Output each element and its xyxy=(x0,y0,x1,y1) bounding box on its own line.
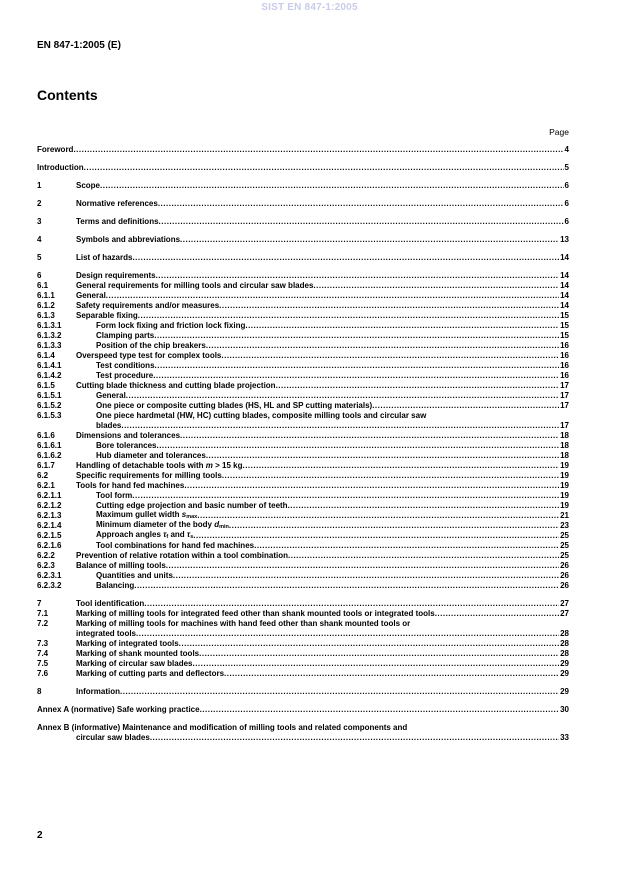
toc-entry-6-2-1-2[interactable] xyxy=(37,501,569,511)
toc-entry-title: Tool identification xyxy=(76,599,145,608)
toc-entry-page: 33 xyxy=(560,733,569,742)
toc-entry-number: 6.1.5 xyxy=(37,381,55,390)
toc-entry-number: 6.1.5.1 xyxy=(37,391,62,400)
toc-entry-title: Bore tolerances xyxy=(96,441,157,450)
toc-entry-page: 26 xyxy=(560,581,569,590)
toc-entry-title: General xyxy=(96,391,126,400)
toc-entry-6-1-5[interactable] xyxy=(37,381,569,391)
toc-entry-page: 14 xyxy=(560,291,569,300)
toc-entry-page: 30 xyxy=(560,705,569,714)
toc-entry-page: 15 xyxy=(560,321,569,330)
toc-entry-title: Marking of milling tools for integrated feed other than shank mounted tools or integrated tools xyxy=(76,609,435,618)
toc-entry-page: 5 xyxy=(564,163,569,172)
toc-entry-title: Tools for hand fed machines xyxy=(76,481,185,490)
toc-entry-title: Safety requirements and/or measures xyxy=(76,301,220,310)
toc-entry-title: Tool combinations for hand fed machines xyxy=(96,541,255,550)
toc-entry-number: 6.1.6 xyxy=(37,431,55,440)
toc-entry-page: 19 xyxy=(560,501,569,510)
toc-entry-page: 29 xyxy=(560,659,569,668)
toc-entry-6-1-4-2[interactable] xyxy=(37,371,569,381)
toc-entry-6-1-3-3[interactable] xyxy=(37,341,569,351)
toc-entry-foreword[interactable] xyxy=(37,145,569,155)
toc-entry-title: Terms and definitions xyxy=(76,217,159,226)
toc-entry-number: 6.1.1 xyxy=(37,291,55,300)
toc-entry-5[interactable] xyxy=(37,253,569,263)
toc-entry-page: 16 xyxy=(560,371,569,380)
toc-entry-title: Annex B (informative) Maintenance and modification of milling tools and related components and xyxy=(37,723,408,732)
toc-entry-6-2-3-1[interactable] xyxy=(37,571,569,581)
toc-entry-title: Balancing xyxy=(96,581,135,590)
toc-entry-title: General requirements for milling tools and circular saw blades xyxy=(76,281,314,290)
toc-entry-number: 6.2.3.2 xyxy=(37,581,62,590)
toc-entry-number: 7.6 xyxy=(37,669,49,678)
toc-entry-title: Design requirements xyxy=(76,271,156,280)
table-of-contents xyxy=(37,145,569,743)
toc-entry-number: 6.2.1.2 xyxy=(37,501,62,510)
toc-entry-6-2-1-5[interactable] xyxy=(37,531,569,541)
toc-entry-page: 4 xyxy=(564,145,569,154)
toc-entry-page: 16 xyxy=(560,341,569,350)
toc-entry-number: 8 xyxy=(37,687,42,696)
toc-entry-title: Symbols and abbreviations xyxy=(76,235,181,244)
toc-entry-title: Marking of milling tools for machines with hand feed other than shank mounted tools or xyxy=(76,619,411,628)
toc-entry-6-1-7[interactable] xyxy=(37,461,569,471)
toc-entry-number: 6.1.6.1 xyxy=(37,441,62,450)
toc-entry-title: Foreword xyxy=(37,145,74,154)
toc-entry-6-1-1[interactable] xyxy=(37,291,569,301)
toc-entry-title: Form lock fixing and friction lock fixing xyxy=(96,321,246,330)
toc-entry-title: General xyxy=(76,291,106,300)
toc-entry-number: 7.5 xyxy=(37,659,49,668)
toc-entry-page: 19 xyxy=(560,491,569,500)
toc-entry-page: 26 xyxy=(560,571,569,580)
toc-entry-title: Cutting edge projection and basic number of teeth xyxy=(96,501,288,510)
toc-entry-title: Handling of detachable tools with m > 15 kg xyxy=(76,461,243,470)
toc-entry-title: List of hazards xyxy=(76,253,133,262)
toc-entry-page: 15 xyxy=(560,311,569,320)
toc-entry-annex-b-continued[interactable] xyxy=(37,733,569,743)
toc-entry-number: 6.1.3.1 xyxy=(37,321,62,330)
toc-entry-6-1-6-2[interactable] xyxy=(37,451,569,461)
toc-entry-number: 6.1.5.3 xyxy=(37,411,62,420)
toc-entry-title: Specific requirements for milling tools xyxy=(76,471,222,480)
toc-entry-page: 18 xyxy=(560,451,569,460)
toc-entry-page: 18 xyxy=(560,431,569,440)
toc-entry-2[interactable] xyxy=(37,199,569,209)
toc-entry-title: Information xyxy=(76,687,120,696)
toc-entry-6-2-1-3[interactable] xyxy=(37,511,569,521)
toc-entry-title: Cutting blade thickness and cutting blade projection xyxy=(76,381,276,390)
toc-entry-number: 1 xyxy=(37,181,42,190)
toc-entry-page: 14 xyxy=(560,301,569,310)
toc-entry-number: 6.2.3.1 xyxy=(37,571,62,580)
toc-entry-page: 28 xyxy=(560,649,569,658)
toc-entry-7-3[interactable] xyxy=(37,639,569,649)
toc-entry-number: 5 xyxy=(37,253,42,262)
toc-entry-page: 25 xyxy=(560,551,569,560)
toc-entry-page: 15 xyxy=(560,331,569,340)
toc-entry-page: 29 xyxy=(560,669,569,678)
toc-entry-8[interactable] xyxy=(37,687,569,697)
toc-entry-6-1-5-3[interactable] xyxy=(37,411,569,421)
toc-entry-number: 6.2.1.1 xyxy=(37,491,62,500)
toc-entry-page: 6 xyxy=(564,217,569,226)
toc-entry-page: 17 xyxy=(560,401,569,410)
watermark: SIST EN 847-1:2005 xyxy=(261,2,358,13)
toc-entry-number: 7.1 xyxy=(37,609,49,618)
toc-entry-number: 7.3 xyxy=(37,639,49,648)
toc-entry-number: 6.1.4 xyxy=(37,351,55,360)
toc-entry-title: Balance of milling tools xyxy=(76,561,166,570)
toc-entry-page: 6 xyxy=(564,181,569,190)
toc-entry-number: 6 xyxy=(37,271,42,280)
toc-entry-title: Hub diameter and tolerances xyxy=(96,451,206,460)
toc-entry-title: Approach angles $\tau_f$ and $\tau_s$ xyxy=(96,531,194,540)
toc-entry-number: 6.2.1.3 xyxy=(37,511,62,520)
toc-entry-7-5[interactable] xyxy=(37,659,569,669)
toc-entry-number: 6.2.3 xyxy=(37,561,55,570)
toc-entry-page: 27 xyxy=(560,599,569,608)
toc-entry-title: One piece or composite cutting blades (HS, HL and SP cutting materials) xyxy=(96,401,373,410)
toc-entry-number: 6.2.1 xyxy=(37,481,55,490)
toc-entry-page: 25 xyxy=(560,531,569,540)
toc-entry-number: 7.2 xyxy=(37,619,49,628)
toc-entry-title: One piece hardmetal (HW, HC) cutting blades, composite milling tools and circular saw xyxy=(96,411,427,420)
toc-entry-title: Marking of cutting parts and deflectors xyxy=(76,669,225,678)
toc-entry-page: 19 xyxy=(560,481,569,490)
toc-entry-title-continued: integrated tools xyxy=(76,629,137,638)
toc-entry-number: 6.1.2 xyxy=(37,301,55,310)
toc-entry-title: Marking of integrated tools xyxy=(76,639,179,648)
toc-entry-6-1-5-3-continued[interactable] xyxy=(37,421,569,431)
toc-entry-7-1[interactable] xyxy=(37,609,569,619)
toc-entry-page: 29 xyxy=(560,687,569,696)
toc-entry-number: 6.1 xyxy=(37,281,49,290)
toc-entry-page: 17 xyxy=(560,421,569,430)
toc-entry-page: 19 xyxy=(560,471,569,480)
toc-entry-3[interactable] xyxy=(37,217,569,227)
toc-entry-title: Normative references xyxy=(76,199,158,208)
toc-entry-title: Position of the chip breakers xyxy=(96,341,206,350)
toc-entry-7-4[interactable] xyxy=(37,649,569,659)
toc-entry-title: Introduction xyxy=(37,163,84,172)
toc-entry-6-2-1-1[interactable] xyxy=(37,491,569,501)
toc-entry-title-continued: blades xyxy=(96,421,122,430)
toc-entry-introduction[interactable] xyxy=(37,163,569,173)
toc-entry-7-2-continued[interactable] xyxy=(37,629,569,639)
toc-entry-number: 6.1.7 xyxy=(37,461,55,470)
toc-entry-page: 19 xyxy=(560,461,569,470)
toc-entry-page: 17 xyxy=(560,391,569,400)
toc-entry-number: 2 xyxy=(37,199,42,208)
toc-entry-6-1-4-1[interactable] xyxy=(37,361,569,371)
toc-entry-page: 21 xyxy=(560,511,569,520)
toc-entry-page: 28 xyxy=(560,629,569,638)
toc-entry-title: Marking of circular saw blades xyxy=(76,659,193,668)
toc-entry-title: Dimensions and tolerances xyxy=(76,431,181,440)
toc-entry-page: 16 xyxy=(560,361,569,370)
toc-entry-page: 23 xyxy=(560,521,569,530)
toc-entry-page: 16 xyxy=(560,351,569,360)
toc-entry-6-1-6-1[interactable] xyxy=(37,441,569,451)
toc-entry-title: Minimum diameter of the body $d_{min}$ xyxy=(96,521,229,530)
toc-entry-number: 6.2.2 xyxy=(37,551,55,560)
toc-entry-page: 14 xyxy=(560,271,569,280)
toc-entry-title: Test conditions xyxy=(96,361,155,370)
toc-entry-6-1-3[interactable] xyxy=(37,311,569,321)
toc-entry-number: 6.1.4.1 xyxy=(37,361,62,370)
toc-entry-6-2-1[interactable] xyxy=(37,481,569,491)
toc-entry-6-2-3-2[interactable] xyxy=(37,581,569,591)
toc-entry-6-1-5-2[interactable] xyxy=(37,401,569,411)
toc-entry-title: Overspeed type test for complex tools xyxy=(76,351,222,360)
toc-entry-number: 3 xyxy=(37,217,42,226)
toc-entry-page: 28 xyxy=(560,639,569,648)
toc-entry-number: 6.2 xyxy=(37,471,49,480)
page-number: 2 xyxy=(37,830,43,841)
toc-entry-6-1-3-1[interactable] xyxy=(37,321,569,331)
toc-entry-6-2-2[interactable] xyxy=(37,551,569,561)
toc-entry-number: 6.2.1.6 xyxy=(37,541,62,550)
toc-entry-title: Prevention of relative rotation within a tool combination xyxy=(76,551,289,560)
toc-entry-number: 7.4 xyxy=(37,649,49,658)
toc-entry-6-2-1-6[interactable] xyxy=(37,541,569,551)
toc-entry-6-1-4[interactable] xyxy=(37,351,569,361)
toc-entry-title: Separable fixing xyxy=(76,311,138,320)
toc-entry-title: Clamping parts xyxy=(96,331,155,340)
toc-entry-page: 13 xyxy=(560,235,569,244)
toc-entry-title: Maximum gullet width $s_{max}$ xyxy=(96,511,198,520)
toc-entry-6-1-3-2[interactable] xyxy=(37,331,569,341)
toc-entry-page: 17 xyxy=(560,381,569,390)
toc-entry-page: 18 xyxy=(560,441,569,450)
toc-entry-number: 7 xyxy=(37,599,42,608)
toc-entry-page: 14 xyxy=(560,281,569,290)
toc-entry-number: 6.1.3.2 xyxy=(37,331,62,340)
toc-entry-annex-a[interactable] xyxy=(37,705,569,715)
toc-entry-6-1-5-1[interactable] xyxy=(37,391,569,401)
toc-entry-6-1[interactable] xyxy=(37,281,569,291)
toc-entry-title: Test procedure xyxy=(96,371,154,380)
toc-entry-6-2-1-4[interactable] xyxy=(37,521,569,531)
toc-entry-number: 6.1.3.3 xyxy=(37,341,62,350)
toc-entry-number: 4 xyxy=(37,235,42,244)
toc-entry-page: 6 xyxy=(564,199,569,208)
toc-entry-title: Annex A (normative) Safe working practice xyxy=(37,705,200,714)
toc-entry-6-1-6[interactable] xyxy=(37,431,569,441)
toc-entry-annex-b[interactable] xyxy=(37,723,569,733)
toc-entry-4[interactable] xyxy=(37,235,569,245)
toc-entry-page: 26 xyxy=(560,561,569,570)
toc-entry-number: 6.2.1.4 xyxy=(37,521,62,530)
toc-entry-title: Scope xyxy=(76,181,101,190)
toc-entry-page: 25 xyxy=(560,541,569,550)
toc-entry-title: Quantities and units xyxy=(96,571,173,580)
toc-entry-number: 6.1.3 xyxy=(37,311,55,320)
toc-entry-6-2-3[interactable] xyxy=(37,561,569,571)
page-column-label: Page xyxy=(549,127,569,137)
toc-entry-title-continued: circular saw blades xyxy=(76,733,150,742)
toc-entry-7-6[interactable] xyxy=(37,669,569,679)
toc-entry-7[interactable] xyxy=(37,599,569,609)
toc-entry-page: 14 xyxy=(560,253,569,262)
toc-entry-6-2[interactable] xyxy=(37,471,569,481)
toc-entry-7-2[interactable] xyxy=(37,619,569,629)
toc-entry-number: 6.1.5.2 xyxy=(37,401,62,410)
toc-entry-number: 6.1.4.2 xyxy=(37,371,62,380)
document-id: EN 847-1:2005 (E) xyxy=(37,40,121,51)
toc-entry-number: 6.2.1.5 xyxy=(37,531,62,540)
toc-entry-page: 27 xyxy=(560,609,569,618)
toc-entry-title: Tool form xyxy=(96,491,133,500)
toc-entry-1[interactable] xyxy=(37,181,569,191)
page-title: Contents xyxy=(37,87,98,103)
toc-entry-6[interactable] xyxy=(37,271,569,281)
toc-entry-6-1-2[interactable] xyxy=(37,301,569,311)
toc-entry-number: 6.1.6.2 xyxy=(37,451,62,460)
toc-entry-title: Marking of shank mounted tools xyxy=(76,649,200,658)
